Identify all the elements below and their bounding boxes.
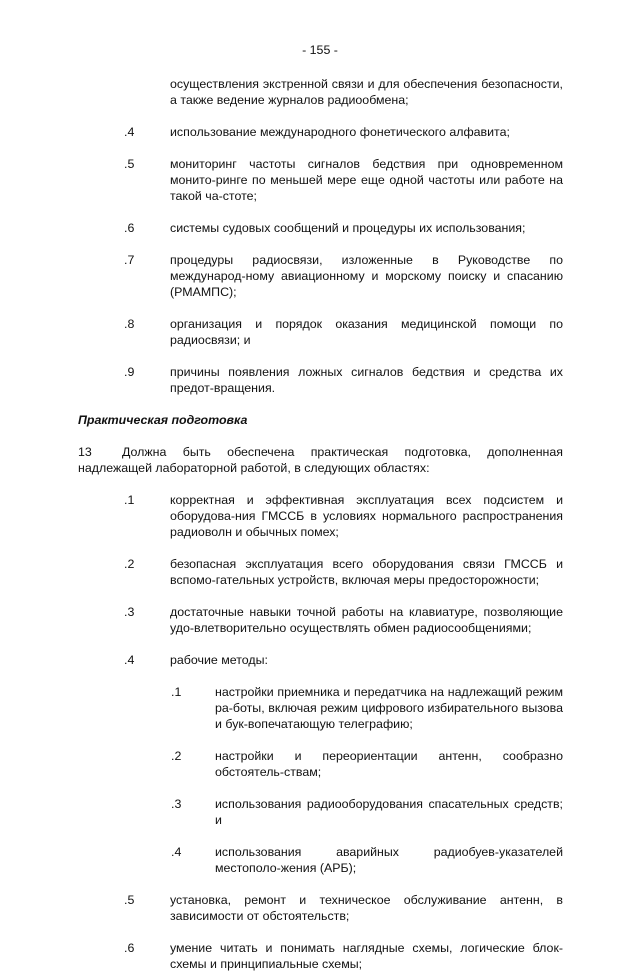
item-number: .7: [124, 253, 135, 267]
section-heading: Практическая подготовка: [78, 413, 248, 427]
list-item: [0, 156, 640, 204]
item-text: организация и порядок оказания медицинской помощи по радиосвязи; и: [170, 317, 563, 347]
item-number: .4: [124, 125, 135, 139]
continuation-text: осуществления экстренной связи и для обеспечения безопасности, а также ведение журналов радиообмена;: [170, 77, 563, 107]
list-item: [0, 604, 640, 636]
list-item: [0, 492, 640, 540]
item-number: .1: [124, 493, 135, 507]
list-item: [0, 364, 640, 396]
item-text: корректная и эффективная эксплуатация всех подсистем и оборудова-ния ГМССБ в условиях нормального распространения радиоволн и обычных помех;: [170, 493, 563, 539]
item-number: .6: [124, 221, 135, 235]
item-text: причины появления ложных сигналов бедствия и средства их предот-вращения.: [170, 365, 563, 395]
sub-item-text: настройки приемника и передатчика на надлежащий режим ра-боты, включая режим цифрового избирательного вызова и бук-вопечатающую телеграфию;: [215, 685, 563, 731]
sub-item-number: .2: [171, 749, 182, 763]
list-item: [0, 940, 640, 972]
item-text: безопасная эксплуатация всего оборудования связи ГМССБ и вспомо-гательных устройств, включая меры предосторожности;: [170, 557, 563, 587]
paragraph-number: 13: [78, 445, 92, 459]
sub-list-item: [0, 684, 640, 732]
list-item: [0, 652, 640, 668]
item-text: рабочие методы:: [170, 653, 268, 667]
item-text: системы судовых сообщений и процедуры их использования;: [170, 221, 526, 235]
item-text: использование международного фонетического алфавита;: [170, 125, 510, 139]
item-text: процедуры радиосвязи, изложенные в Руководстве по международ-ному авиационному и морскому поиску и спасанию (РМАМПС);: [170, 253, 563, 299]
sub-item-number: .1: [171, 685, 182, 699]
list-item: [0, 316, 640, 348]
sub-list-item: [0, 796, 640, 828]
sub-item-text: использования аварийных радиобуев-указателей местополо-жения (АРБ);: [215, 845, 563, 875]
sub-item-text: использования радиооборудования спасательных средств; и: [215, 797, 563, 827]
item-text: мониторинг частоты сигналов бедствия при одновременном монито-ринге по меньшей мере еще одной частоты или работе на такой ча-стоте;: [170, 157, 563, 203]
list-item: [0, 124, 640, 140]
paragraph-text: Должна быть обеспечена практическая подготовка, дополненная надлежащей лабораторной работой, в следующих областях:: [78, 445, 563, 475]
list-item: [0, 556, 640, 588]
sub-item-text: настройки и переориентации антенн, сообразно обстоятель-ствам;: [215, 749, 563, 779]
item-number: .4: [124, 653, 135, 667]
item-number: .8: [124, 317, 135, 331]
item-number: .3: [124, 605, 135, 619]
numbered-paragraph: [78, 444, 563, 476]
item-number: .2: [124, 557, 135, 571]
document-body: [0, 76, 640, 972]
item-number: .9: [124, 365, 135, 379]
item-text: умение читать и понимать наглядные схемы, логические блок-схемы и принципиальные схемы;: [170, 941, 563, 971]
sub-item-number: .3: [171, 797, 182, 811]
item-number: .5: [124, 893, 135, 907]
list-item: [0, 892, 640, 924]
item-text: установка, ремонт и техническое обслуживание антенн, в зависимости от обстоятельств;: [170, 893, 563, 923]
sub-item-number: .4: [171, 845, 182, 859]
item-number: .5: [124, 157, 135, 171]
item-text: достаточные навыки точной работы на клавиатуре, позволяющие удо-влетворительно осуществлять обмен радиосообщениями;: [170, 605, 563, 635]
sub-list-item: [0, 844, 640, 876]
page-number: - 155 -: [302, 43, 338, 57]
item-number: .6: [124, 941, 135, 955]
list-item: [0, 252, 640, 300]
sub-list-item: [0, 748, 640, 780]
list-item: [0, 220, 640, 236]
